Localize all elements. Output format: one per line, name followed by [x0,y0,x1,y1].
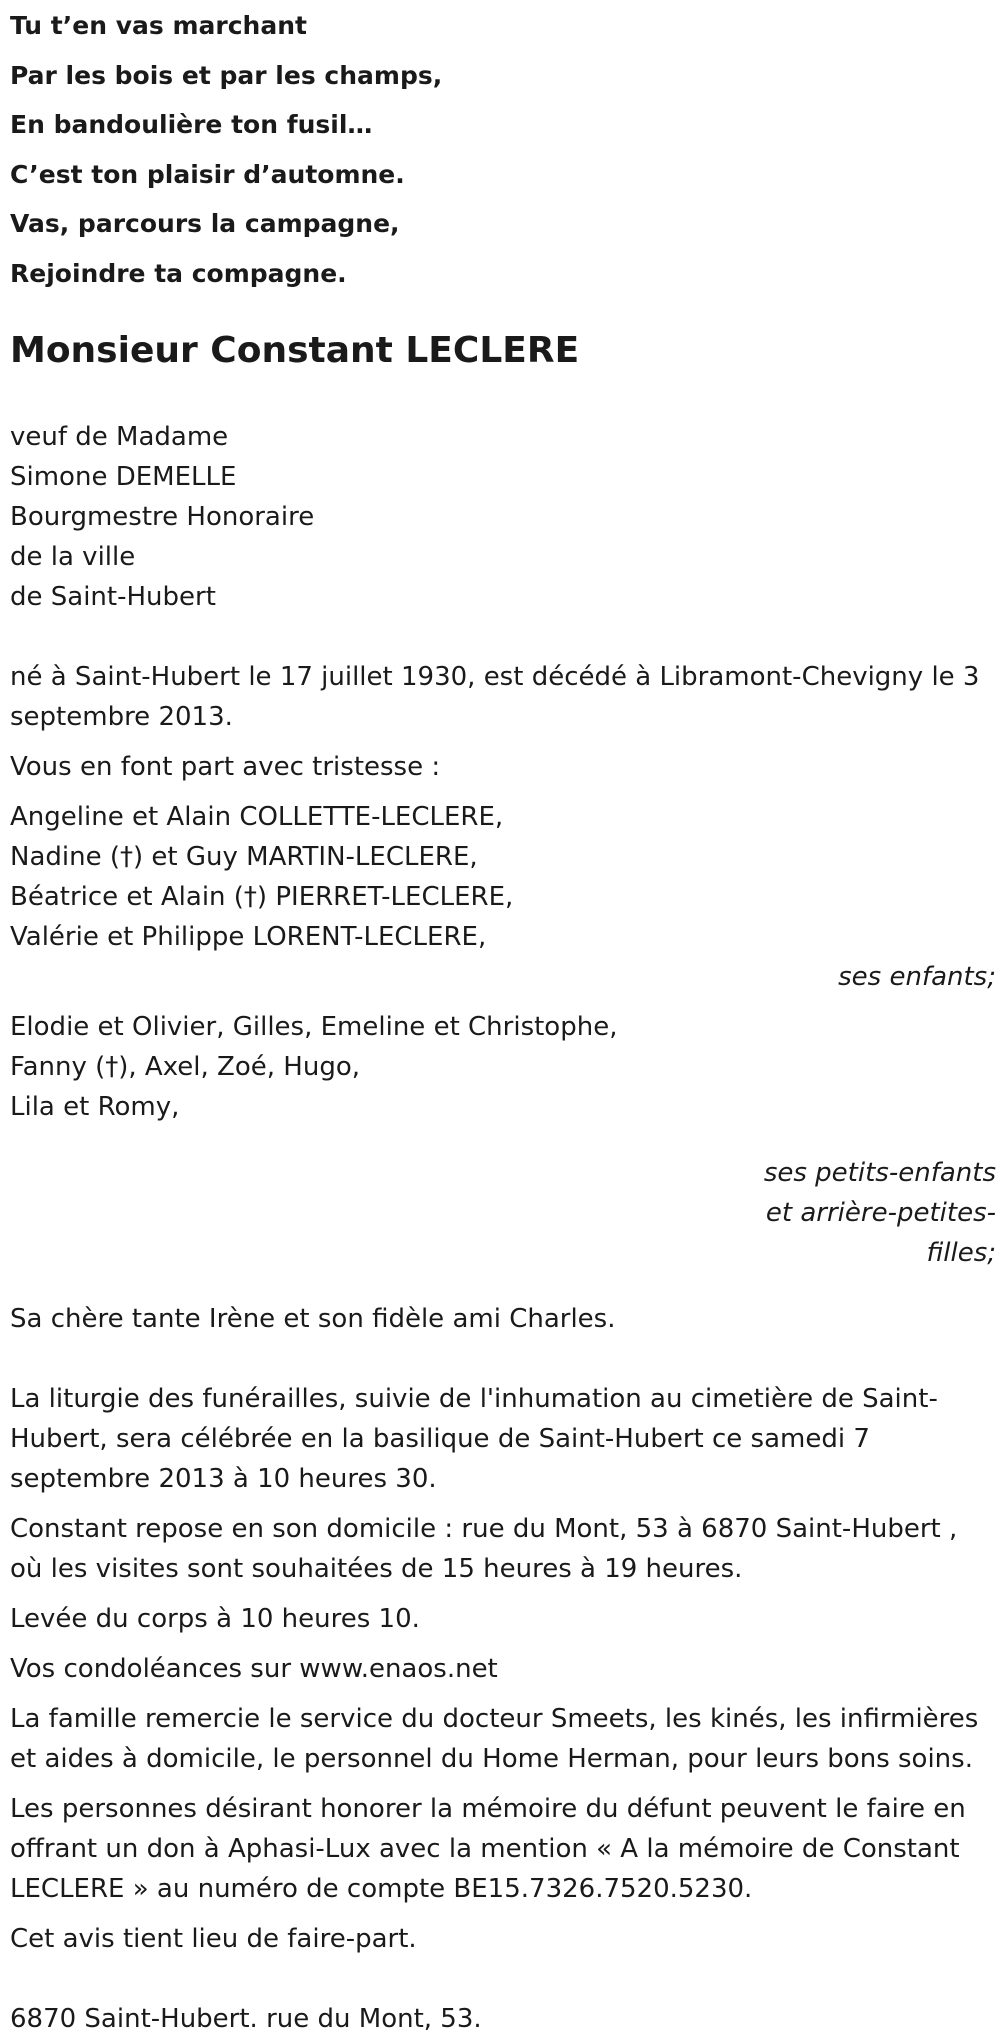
deceased-name: Monsieur Constant LECLERE [10,330,580,371]
poem [10,0,996,298]
family-thanks: La famille remercie le service du docteur Smeets, les kinés, les infirmières et aides à domicile, le personnel du Home Herman, pour leurs bons soins. [10,1704,979,1774]
child-couple: Angeline et Alain COLLETTE-LECLERE, [10,802,504,832]
detail-line: Simone DEMELLE [10,462,237,492]
grandchildren-role: ses petits-enfants et arrière-petites-filles; [763,1158,996,1268]
deceased-details [10,417,996,617]
grandchild-line: Lila et Romy, [10,1092,180,1122]
birth-death: né à Saint-Hubert le 17 juillet 1930, est décédé à Libramont-Chevigny le 3 septembre 2013. [10,662,980,732]
poem-line: Vas, parcours la campagne, [10,209,400,238]
grandchild-line: Fanny (†), Axel, Zoé, Hugo, [10,1052,360,1082]
children-role: ses enfants; [838,962,996,992]
detail-line: de Saint-Hubert [10,582,216,612]
donation-info: Les personnes désirant honorer la mémoire du défunt peuvent le faire en offrant un don à Aphasi-Lux avec la mention « A la mémoire de Constant LECLERE » au numéro de compte BE15.7326.7520.5230. [10,1794,966,1904]
poem-line: En bandoulière ton fusil… [10,110,373,139]
poem-line: Par les bois et par les champs, [10,60,443,90]
poem-line: Tu t’en vas marchant [10,11,307,40]
other-family: Sa chère tante Irène et son fidèle ami Charles. [10,1304,616,1334]
obituary-notice [10,0,996,2039]
detail-line: de la ville [10,542,136,572]
detail-line: veuf de Madame [10,422,229,452]
address: 6870 Saint-Hubert. rue du Mont, 53. [10,2004,482,2034]
child-couple: Nadine (†) et Guy MARTIN-LECLERE, [10,842,478,872]
grandchild-line: Elodie et Olivier, Gilles, Emeline et Christophe, [10,1012,618,1042]
detail-line: Bourgmestre Honoraire [10,502,315,532]
announcement: Vous en font part avec tristesse : [10,752,441,782]
funeral-repose: Constant repose en son domicile : rue du Mont, 53 à 6870 Saint-Hubert , où les visites sont souhaitées de 15 heures à 19 heures. [10,1514,958,1584]
notice-line: Cet avis tient lieu de faire-part. [10,1924,417,1954]
funeral-liturgy: La liturgie des funérailles, suivie de l'inhumation au cimetière de Saint-Hubert, sera célébrée en la basilique de Saint-Hubert ce samedi 7 septembre 2013 à 10 heures 30. [10,1384,938,1494]
children-list [10,797,996,957]
child-couple: Valérie et Philippe LORENT-LECLERE, [10,922,487,952]
grandchildren-list [10,1007,996,1127]
poem-line: Rejoindre ta compagne. [10,258,347,288]
condolences: Vos condoléances sur www.enaos.net [10,1654,498,1684]
poem-line: C’est ton plaisir d’automne. [10,159,405,189]
child-couple: Béatrice et Alain (†) PIERRET-LECLERE, [10,882,514,912]
funeral-levee: Levée du corps à 10 heures 10. [10,1604,420,1634]
